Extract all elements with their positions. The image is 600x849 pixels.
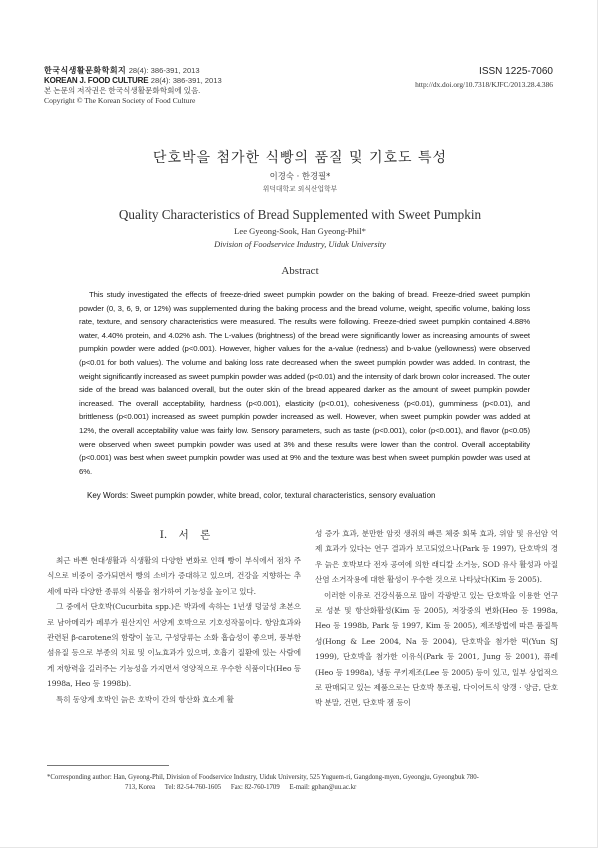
authors-ko: 이경숙 · 한경필*: [269, 171, 331, 181]
journal-name-en: KOREAN J. FOOD CULTURE: [44, 76, 149, 85]
paragraph: 성 증가 효과, 분만한 암컷 생쥐의 빠른 체중 회복 효과, 위암 및 유선암 억제 효과가 있다는 연구 결과가 보고되었으나(Park 등 1997), 단호박의 경우 늙은 호박보다 전자 공여에 의한 래디칼 소거능, SOD 유사 활성과 아질산염 소거작용에 대한 활성이 우수한 것으로 나타났다(Kim 등 2005).: [315, 529, 558, 585]
abstract-heading: Abstract: [281, 265, 319, 277]
footnote-address: 713, Korea: [125, 784, 156, 791]
paragraph: 최근 바쁜 현대생활과 식생활의 다양한 변화로 인해 빵이 부식에서 점차 주식으로 비중이 증가되면서 빵의 소비가 증대하고 있으며, 건강을 지향하는 추세에 따라 다양한 종류의 식품을 첨가하여 기능성을 높이고 있다.: [47, 556, 301, 596]
authors-en: Lee Gyeong-Sook, Han Gyeong-Phil*: [234, 226, 366, 236]
journal-name-ko: 한국식생활문화학회지: [44, 66, 127, 75]
journal-volume-en: 28(4): 386-391, 2013: [150, 76, 222, 85]
doi-link[interactable]: http://dx.doi.org/10.7318/KJFC/2013.28.4.386: [415, 80, 553, 89]
abstract-text: This study investigated the effects of freeze-dried sweet pumpkin powder on the baking of bread. Freeze-dried sweet pumpkin powder (0, 3, 6, 9, or 12%) was supplemented during the baking process and the bread volume, weight, specific volume, baking loss rate, texture, and sensory characteristics were measured. The results were following. Freeze-dried sweet pumpkin contained 4.88% water, 4.40% protein, and 4.02% ash. The L-values (brightness) of the bread were significantly lower as increasing amounts of sweet pumpkin powder were added (p<0.001). However, higher values for the a-value (redness) and b-value (yellowness) were observed (p<0.01 for both values). The volume and baking loss rate decreased when the sweet pumpkin powder was added. In contrast, the weight significantly increased as sweet pumpkin powder was added (p<0.01) and the intensity of dark brown color increased. The outer side of the bread was balanced overall, but the outer skin of the bread appeared darker as the amount of sweet pumpkin powder increased. The overall acceptability, hardness (p<0.001), elasticity (p<0.01), cohesiveness (p<0.01), gumminess (p<0.01), and brittleness (p<0.001) increased as sweet pumpkin powder increased as well. However, when sweet pumpkin powder was added at 12%, the overall acceptability value was fairly low. Sensory parameters, such as taste (p<0.001), color (p<0.001), and flavor (p<0.05) were observed when sweet pumpkin powder was used at 3% and these results were lower than the control. Overall acceptability (p<0.001) was best when sweet pumpkin powder was used at 9% and the texture was best when sweet pumpkin powder was used at 6%.: [79, 290, 530, 476]
body-column-right: [315, 526, 558, 711]
paper-title-en: Quality Characteristics of Bread Supplemented with Sweet Pumpkin: [118, 207, 482, 222]
keywords-label: Key Words:: [87, 491, 129, 500]
paper-title-ko: 단호박을 첨가한 식빵의 품질 및 기호도 특성: [152, 150, 448, 166]
copyright-ko: 본 논문의 저작권은 한국식생활문화학회에 있음.: [44, 86, 201, 95]
journal-header: [44, 66, 222, 106]
affiliation-ko: 위덕대학교 외식산업학부: [262, 185, 338, 193]
corresponding-author-footnote: [47, 773, 567, 793]
copyright-en: Copyright © The Korean Society of Food Culture: [44, 96, 196, 105]
affiliation-en: Division of Foodservice Industry, Uiduk University: [214, 240, 386, 249]
issn: ISSN 1225-7060: [479, 66, 553, 77]
keywords: [87, 491, 435, 500]
footnote-divider: [47, 765, 169, 766]
paragraph: 특히 동양계 호박인 늙은 호박이 간의 항산화 효소계 활: [56, 694, 234, 704]
journal-volume-ko: 28(4): 386-391, 2013: [128, 66, 200, 75]
footnote-line-2: [47, 783, 567, 793]
footnote-fax: Fax: 82-760-1709: [230, 784, 280, 791]
paragraph: 그 중에서 단호박(Cucurbita spp.)은 박과에 속하는 1년생 덩굴성 초본으로 남아메리카 페루가 원산지인 서양계 호박으로 기호성작물이다. 항암효과와 관련된 β-carotene의 함량이 높고, 구성당류는 소화 흡습성이 좋으며, 풍부한 섬유질 등으로 부종의 치료 및 이뇨효과가 있으며, 호흡기 질환에 있는 사람에게 저항력을 길러주는 기능성을 가지면서 영양적으로 우수한 식품이다(Heo 등 1998a, Heo 등 1998b).: [47, 602, 301, 689]
section-heading-introduction: I. 서 론: [159, 529, 211, 541]
footnote-tel: Tel: 82-54-760-1605: [164, 784, 222, 791]
footnote-line-1: *Corresponding author: Han, Gyeong-Phil, Division of Foodservice Industry, Uiduk University, 525 Yuguem-ri, Gangdong-myen, Gyeongju, Gyeongbuk 780-: [47, 774, 479, 781]
issn-block: [415, 66, 553, 89]
body-column-left: [47, 553, 301, 707]
footnote-email[interactable]: E-mail: gphan@uu.ac.kr: [289, 784, 357, 791]
keywords-list: Sweet pumpkin powder, white bread, color, textural characteristics, sensory evaluation: [130, 491, 436, 500]
paragraph: 이러한 이유로 건강식품으로 많이 각광받고 있는 단호박을 이용한 연구로 성분 및 항산화활성(Kim 등 2005), 저장중의 변화(Heo 등 1998a, Heo 등 1998b, Park 등 1997, Kim 등 2005), 제조방법에 따른 품질특성(Hong & Lee 2004, Na 등 2004), 단호박을 첨가한 떡(Yun SJ 1999), 단호박을 첨가한 이유식(Park 등 2001, Jung 등 2001), 퓨레(Heo 등 1998a), 냉동 쿠키제조(Lee 등 2005) 등이 있고, 일부 상업적으로 판매되고 있는 제품으로는 단호박 통조림, 다이어트식 양갱 · 양금, 단호박 분말, 건면, 단호박 잼 등이: [315, 590, 558, 708]
